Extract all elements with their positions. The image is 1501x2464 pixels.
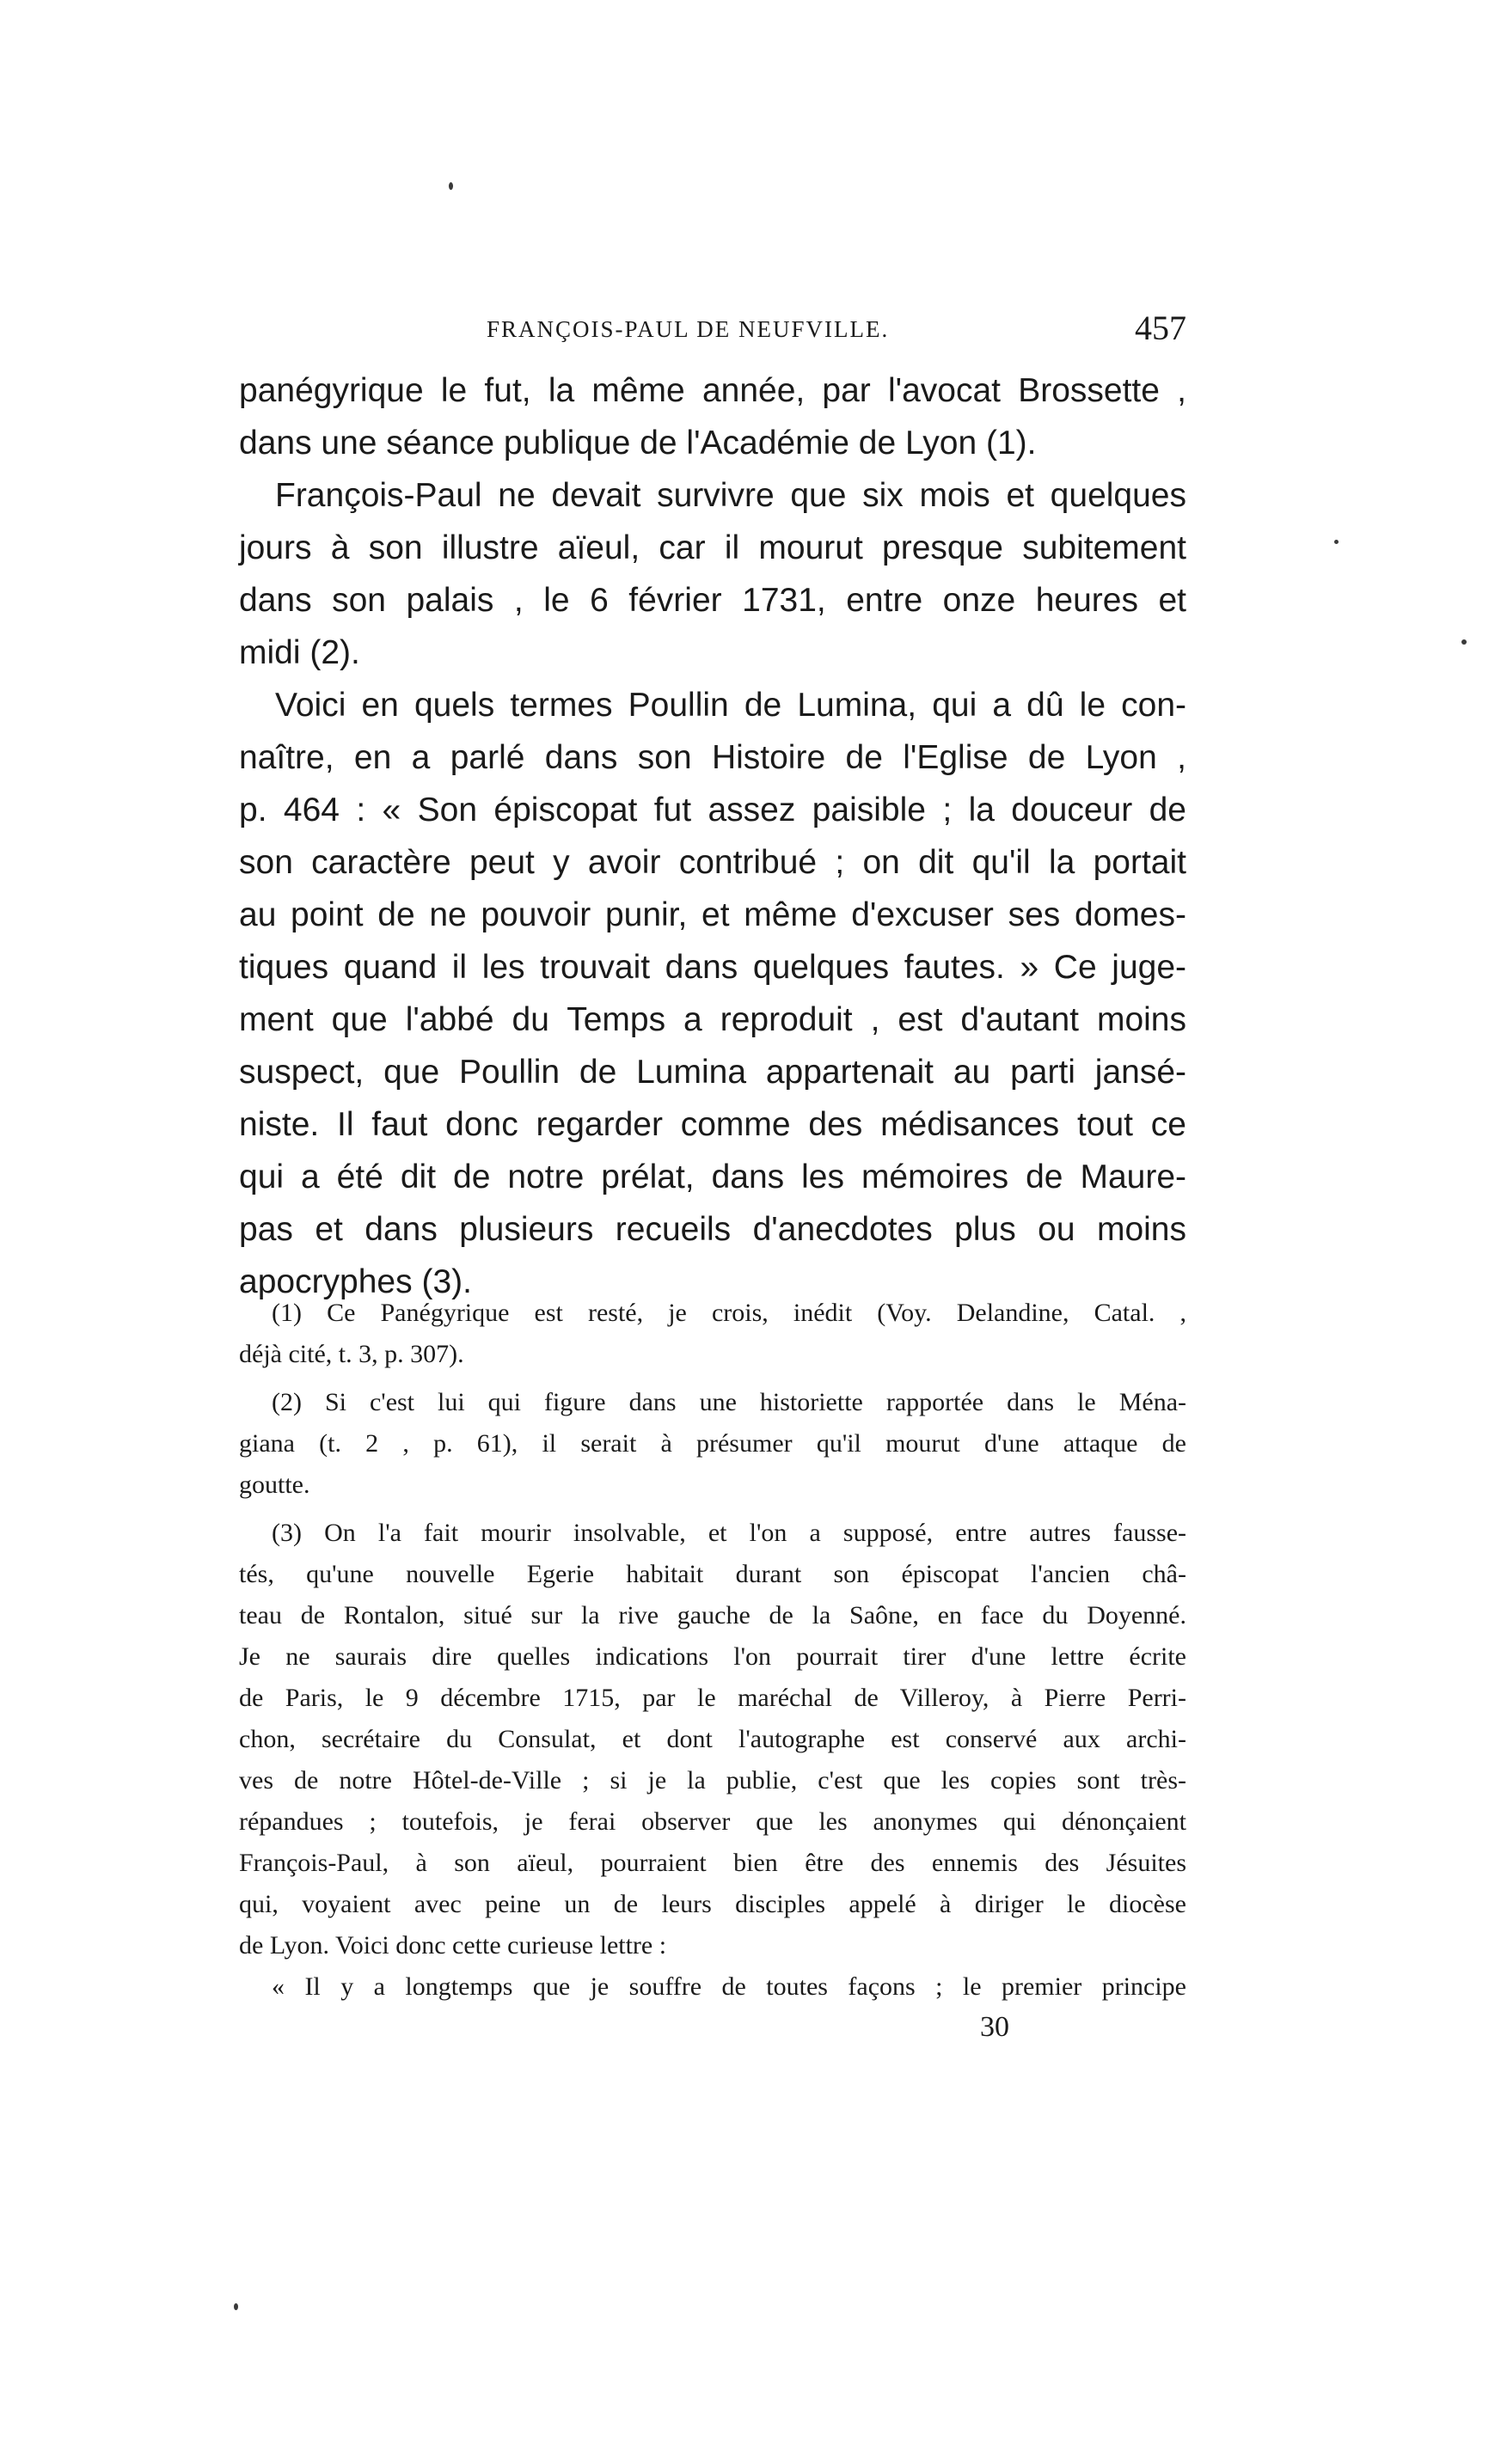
body-text [239,364,1186,1308]
ink-speck [1334,540,1339,544]
page-number: 457 [1135,309,1186,347]
body-line: Voici en quels termes Poullin de Lumina, qui a dû le con- [275,687,1186,724]
body-line: tiques quand il les trouvait dans quelques fautes. » Ce juge- [239,949,1186,986]
footnotes [239,1293,1186,2008]
signature-mark: 30 [980,2011,1009,2043]
body-line: suspect, que Poullin de Lumina appartenait au parti jansé- [239,1054,1186,1091]
footnote-line: ves de notre Hôtel-de-Ville ; si je la publie, c'est que les copies sont très- [239,1766,1186,1795]
body-line: pas et dans plusieurs recueils d'anecdotes plus ou moins [239,1211,1186,1248]
body-line: dans une séance publique de l'Académie de Lyon (1). [239,425,1037,462]
footnote-line: déjà cité, t. 3, p. 307). [239,1340,464,1368]
body-line: ment que l'abbé du Temps a reproduit , est d'autant moins [239,1001,1186,1038]
footnote-gap [239,1506,1186,1513]
body-line: naître, en a parlé dans son Histoire de l'Eglise de Lyon , [239,739,1186,776]
ink-speck [1461,639,1467,645]
body-line: midi (2). [239,634,360,671]
footnote-line: (3) On l'a fait mourir insolvable, et l'on a supposé, entre autres fausse- [272,1519,1186,1547]
footnote-line: de Paris, le 9 décembre 1715, par le maréchal de Villeroy, à Pierre Perri- [239,1684,1186,1712]
footnote-line: Je ne saurais dire quelles indications l'on pourrait tirer d'une lettre écrite [239,1642,1186,1671]
footnote-line: « Il y a longtemps que je souffre de toutes façons ; le premier principe [272,1972,1186,2001]
footnote-line: (2) Si c'est lui qui figure dans une historiette rapportée dans le Ména- [272,1388,1186,1416]
footnote-line: François-Paul, à son aïeul, pourraient bien être des ennemis des Jésuites [239,1849,1186,1877]
footnote-line: répandues ; toutefois, je ferai observer que les anonymes qui dénonçaient [239,1807,1186,1836]
body-line: son caractère peut y avoir contribué ; on dit qu'il la portait [239,844,1186,881]
footnote-line: goutte. [239,1470,310,1499]
body-line: dans son palais , le 6 février 1731, entre onze heures et [239,582,1186,619]
footnote-line: de Lyon. Voici donc cette curieuse lettre : [239,1931,667,1960]
body-line: apocryphes (3). [239,1263,472,1300]
body-line: au point de ne pouvoir punir, et même d'excuser ses domes- [239,896,1186,933]
ink-speck [449,182,453,190]
body-line: p. 464 : « Son épiscopat fut assez paisible ; la douceur de [239,792,1186,828]
body-line: jours à son illustre aïeul, car il mourut presque subitement [239,529,1186,566]
footnote-line: giana (t. 2 , p. 61), il serait à présumer qu'il mourut d'une attaque de [239,1429,1186,1458]
footnote-line: (1) Ce Panégyrique est resté, je crois, inédit (Voy. Delandine, Catal. , [272,1299,1186,1327]
footnote-line: chon, secrétaire du Consulat, et dont l'autographe est conservé aux archi- [239,1725,1186,1753]
body-line: François-Paul ne devait survivre que six mois et quelques [275,477,1186,514]
body-line: niste. Il faut donc regarder comme des médisances tout ce [239,1106,1186,1143]
ink-speck [234,2303,238,2310]
footnote-line: tés, qu'une nouvelle Egerie habitait durant son épiscopat l'ancien châ- [239,1560,1186,1588]
body-line: qui a été dit de notre prélat, dans les mémoires de Maure- [239,1159,1186,1195]
running-title: FRANÇOIS-PAUL DE NEUFVILLE. [487,316,890,342]
footnote-line: qui, voyaient avec peine un de leurs disciples appelé à diriger le diocèse [239,1890,1186,1918]
body-line: panégyrique le fut, la même année, par l'avocat Brossette , [239,372,1186,409]
page-header [239,308,1186,356]
footnote-line: teau de Rontalon, situé sur la rive gauche de la Saône, en face du Doyenné. [239,1601,1186,1629]
footnote-gap [239,1375,1186,1382]
